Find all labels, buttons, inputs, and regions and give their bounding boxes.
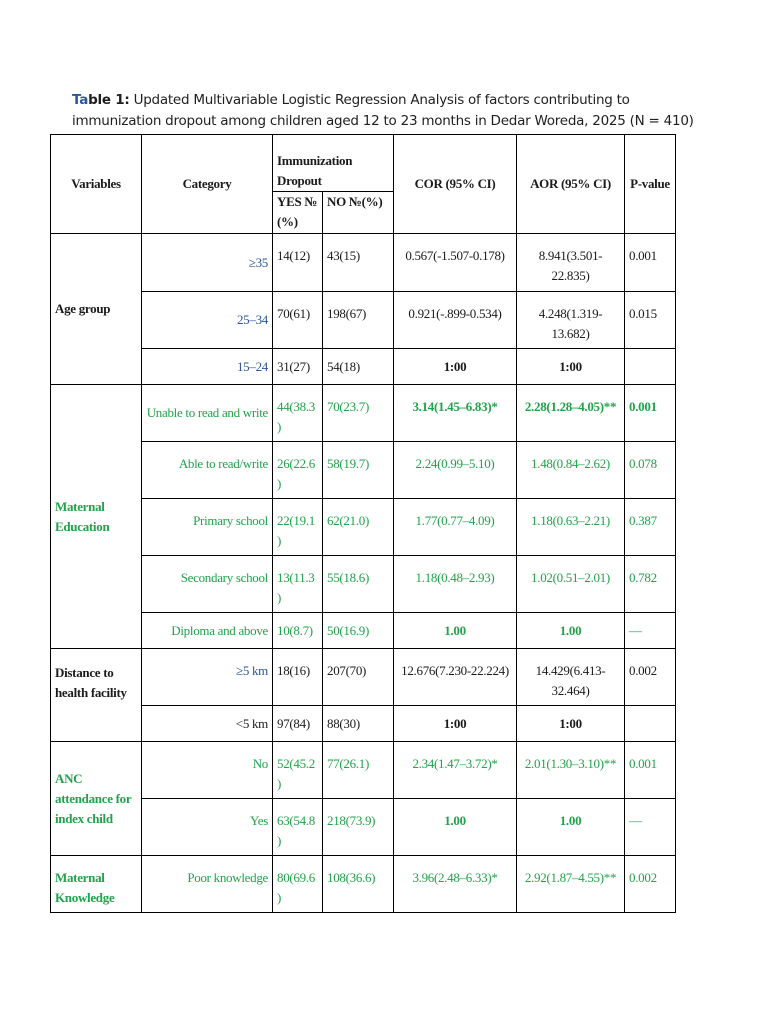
yes-cell: 31(27) [273,349,323,385]
p-cell: 0.001 [625,742,676,799]
variable-age-group: Age group [51,234,142,385]
p-cell: 0.002 [625,649,676,706]
aor-cell: 2.01(1.30–3.10)** [517,742,625,799]
category-cell: No [142,742,273,799]
aor-cell: 2.92(1.87–4.55)** [517,856,625,913]
variable-distance: Distance to health facility [51,649,142,742]
category-cell: Diploma and above [142,613,273,649]
cor-cell: 1:00 [394,706,517,742]
yes-cell: 97(84) [273,706,323,742]
category-cell: Yes [142,799,273,856]
category-cell: Poor knowledge [142,856,273,913]
no-cell: 198(67) [323,292,394,349]
header-aor: AOR (95% CI) [517,135,625,234]
cor-cell: 3.14(1.45–6.83)* [394,385,517,442]
p-cell [625,706,676,742]
no-cell: 108(36.6) [323,856,394,913]
header-cor: COR (95% CI) [394,135,517,234]
p-cell: — [625,799,676,856]
cor-cell: 1.18(0.48–2.93) [394,556,517,613]
yes-cell: 63(54.8) [273,799,323,856]
aor-cell: 4.248(1.319-13.682) [517,292,625,349]
variable-maternal-knowledge: Maternal Knowledge [51,856,142,913]
p-cell: — [625,613,676,649]
table-row [51,349,676,385]
p-cell [625,349,676,385]
aor-cell: 1.02(0.51–2.01) [517,556,625,613]
cor-cell: 1:00 [394,349,517,385]
yes-cell: 44(38.3) [273,385,323,442]
category-cell: 25–34 [142,292,273,349]
p-cell: 0.001 [625,234,676,292]
yes-cell: 22(19.1) [273,499,323,556]
no-cell: 54(18) [323,349,394,385]
table-row [51,292,676,349]
aor-cell: 1.00 [517,613,625,649]
category-cell: Able to read/write [142,442,273,499]
table-row [51,442,676,499]
category-cell: 15–24 [142,349,273,385]
cor-cell: 1.00 [394,613,517,649]
table-row [51,799,676,856]
no-cell: 70(23.7) [323,385,394,442]
aor-cell: 1:00 [517,349,625,385]
aor-cell: 2.28(1.28–4.05)** [517,385,625,442]
category-cell: Primary school [142,499,273,556]
cor-cell: 12.676(7.230-22.224) [394,649,517,706]
yes-cell: 14(12) [273,234,323,292]
variable-maternal-education: Maternal Education [51,385,142,649]
category-cell: <5 km [142,706,273,742]
no-cell: 43(15) [323,234,394,292]
table-row [51,556,676,613]
header-no: NO №(%) [323,192,394,234]
no-cell: 88(30) [323,706,394,742]
yes-cell: 10(8.7) [273,613,323,649]
regression-table [50,134,676,913]
header-row [51,135,676,192]
no-cell: 50(16.9) [323,613,394,649]
yes-cell: 80(69.6) [273,856,323,913]
yes-cell: 18(16) [273,649,323,706]
variable-anc-attendance: ANC attendance for index child [51,742,142,856]
table-caption [72,90,722,132]
no-cell: 62(21.0) [323,499,394,556]
aor-cell: 1:00 [517,706,625,742]
table-row [51,706,676,742]
cor-cell: 0.921(-.899-0.534) [394,292,517,349]
aor-cell: 8.941(3.501-22.835) [517,234,625,292]
aor-cell: 14.429(6.413-32.464) [517,649,625,706]
no-cell: 207(70) [323,649,394,706]
aor-cell: 1.48(0.84–2.62) [517,442,625,499]
table-row [51,649,676,706]
table-row [51,385,676,442]
p-cell: 0.387 [625,499,676,556]
category-cell: ≥5 km [142,649,273,706]
table-row [51,613,676,649]
p-cell: 0.015 [625,292,676,349]
cor-cell: 3.96(2.48–6.33)* [394,856,517,913]
p-cell: 0.001 [625,385,676,442]
table-row [51,742,676,799]
caption-text: Updated Multivariable Logistic Regression Analysis of factors contributing to immunization dropout among children aged 12 to 23 months in Dedar Woreda, 2025 (N = 410) [72,92,694,129]
category-cell: Unable to read and write [142,385,273,442]
yes-cell: 70(61) [273,292,323,349]
aor-cell: 1.00 [517,799,625,856]
yes-cell: 26(22.6) [273,442,323,499]
yes-cell: 13(11.3) [273,556,323,613]
p-cell: 0.782 [625,556,676,613]
cor-cell: 1.00 [394,799,517,856]
header-yes: YES №(%) [273,192,323,234]
cor-cell: 1.77(0.77–4.09) [394,499,517,556]
table-row [51,856,676,913]
p-cell: 0.002 [625,856,676,913]
category-cell: Secondary school [142,556,273,613]
caption-label-a: Ta [72,92,89,108]
cor-cell: 2.24(0.99–5.10) [394,442,517,499]
no-cell: 55(18.6) [323,556,394,613]
category-cell: ≥35 [142,234,273,292]
no-cell: 58(19.7) [323,442,394,499]
header-dropout: Immunization Dropout [273,135,394,192]
cor-cell: 0.567(-1.507-0.178) [394,234,517,292]
yes-cell: 52(45.2) [273,742,323,799]
p-cell: 0.078 [625,442,676,499]
caption-label-b: ble 1: [88,92,130,108]
table-row [51,234,676,292]
header-category: Category [142,135,273,234]
cor-cell: 2.34(1.47–3.72)* [394,742,517,799]
table-row [51,499,676,556]
aor-cell: 1.18(0.63–2.21) [517,499,625,556]
header-variables: Variables [51,135,142,234]
header-pvalue: P-value [625,135,676,234]
no-cell: 218(73.9) [323,799,394,856]
no-cell: 77(26.1) [323,742,394,799]
